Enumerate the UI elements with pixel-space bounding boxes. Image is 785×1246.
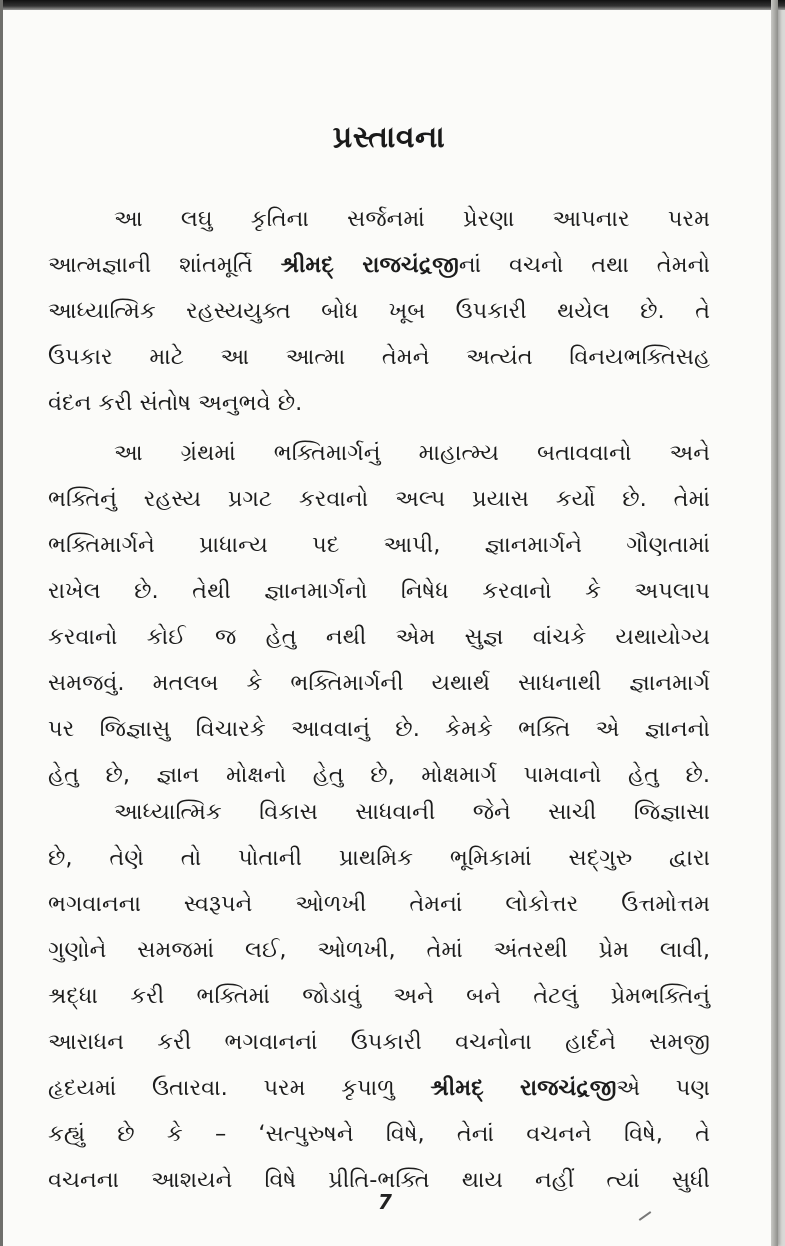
page-top-edge: [0, 0, 785, 10]
text-line: ભક્તિમાર્ગને પ્રાધાન્ય પદ આપી, જ્ઞાનમાર્ગને ગૌણતામાં: [48, 532, 710, 558]
text-line: આધ્યાત્મિક રહસ્યયુક્ત બોધ ખૂબ ઉપકારી થયેલ છે. તે: [48, 298, 710, 324]
text-line: ભગવાનના સ્વરૂપને ઓળખી તેમનાં લોકોત્તર ઉત્તમોત્તમ: [48, 891, 710, 917]
page-right-edge: [771, 0, 778, 1246]
text-line: આ ગ્રંથમાં ભક્તિમાર્ગનું માહાત્મ્ય બતાવવાનો અને: [114, 440, 710, 466]
text-line: હેતુ છે, જ્ઞાન મોક્ષનો હેતુ છે, મોક્ષમાર્ગ પામવાનો હેતુ છે.: [48, 762, 710, 788]
text-span: એ પણ: [616, 1075, 711, 1101]
page-left-edge: [0, 0, 3, 1246]
text-line: ગુણોને સમજમાં લઈ, ઓળખી, તેમાં અંતરથી પ્રેમ લાવી,: [48, 937, 710, 963]
paragraph-1: [48, 196, 710, 426]
text-line: સમજવું. મતલબ કે ભક્તિમાર્ગની યથાર્થ સાધનાથી જ્ઞાનમાર્ગ: [48, 670, 710, 696]
text-line: ભક્તિનું રહસ્ય પ્રગટ કરવાનો અલ્પ પ્રયાસ કર્યો છે. તેમાં: [48, 486, 710, 512]
paragraph-3: [48, 789, 710, 1203]
text-line: વચનના આશયને વિષે પ્રીતિ-ભક્તિ થાય નહીં ત્યાં સુધી: [48, 1167, 710, 1193]
text-line: કરવાનો કોઈ જ હેતુ નથી એમ સુજ્ઞ વાંચકે યથાયોગ્ય: [48, 624, 710, 650]
text-line: પર જિજ્ઞાસુ વિચારકે આવવાનું છે. કેમકે ભક્તિ એ જ્ઞાનનો: [48, 716, 710, 742]
text-line: કહ્યું છે કે – ‘સત્પુરુષને વિષે, તેનાં વચનને વિષે, તે: [48, 1121, 710, 1147]
text-line: આધ્યાત્મિક વિકાસ સાધવાની જેને સાચી જિજ્ઞાસા: [114, 799, 710, 825]
paragraph-2: [48, 430, 710, 798]
text-span: હૃદયમાં ઉતારવા. પરમ કૃપાળુ: [48, 1075, 395, 1101]
text-line: છે, તેણે તો પોતાની પ્રાથમિક ભૂમિકામાં સદ્ગુરુ દ્વારા: [48, 845, 710, 871]
text-line: શ્રદ્ધા કરી ભક્તિમાં જોડાવું અને બને તેટલું પ્રેમભક્તિનું: [48, 983, 710, 1009]
text-line: ઉપકાર માટે આ આત્મા તેમને અત્યંત વિનયભક્તિસહ: [48, 344, 710, 370]
page-title: પ્રસ્તાવના: [332, 120, 446, 155]
page-number: 7: [378, 1190, 392, 1214]
text-line: આરાધન કરી ભગવાનનાં ઉપકારી વચનોના હાર્દને સમજી: [48, 1029, 710, 1055]
text-span: નાં વચનો તથા તેમનો: [458, 252, 710, 278]
author-name: શ્રીમદ્ રાજચંદ્રજી: [430, 1075, 617, 1101]
text-line: [48, 242, 710, 288]
text-span: આત્મજ્ઞાની શાંતમૂર્તિ: [48, 252, 253, 278]
text-line: આ લઘુ કૃતિના સર્જનમાં પ્રેરણા આપનાર પરમ: [114, 206, 710, 232]
text-line: રાખેલ છે. તેથી જ્ઞાનમાર્ગનો નિષેધ કરવાનો કે અપલાપ: [48, 578, 710, 604]
text-line: [48, 1065, 710, 1111]
text-line: વંદન કરી સંતોષ અનુભવે છે.: [48, 390, 303, 416]
author-name: શ્રીમદ્ રાજચંદ્રજી: [280, 252, 459, 278]
